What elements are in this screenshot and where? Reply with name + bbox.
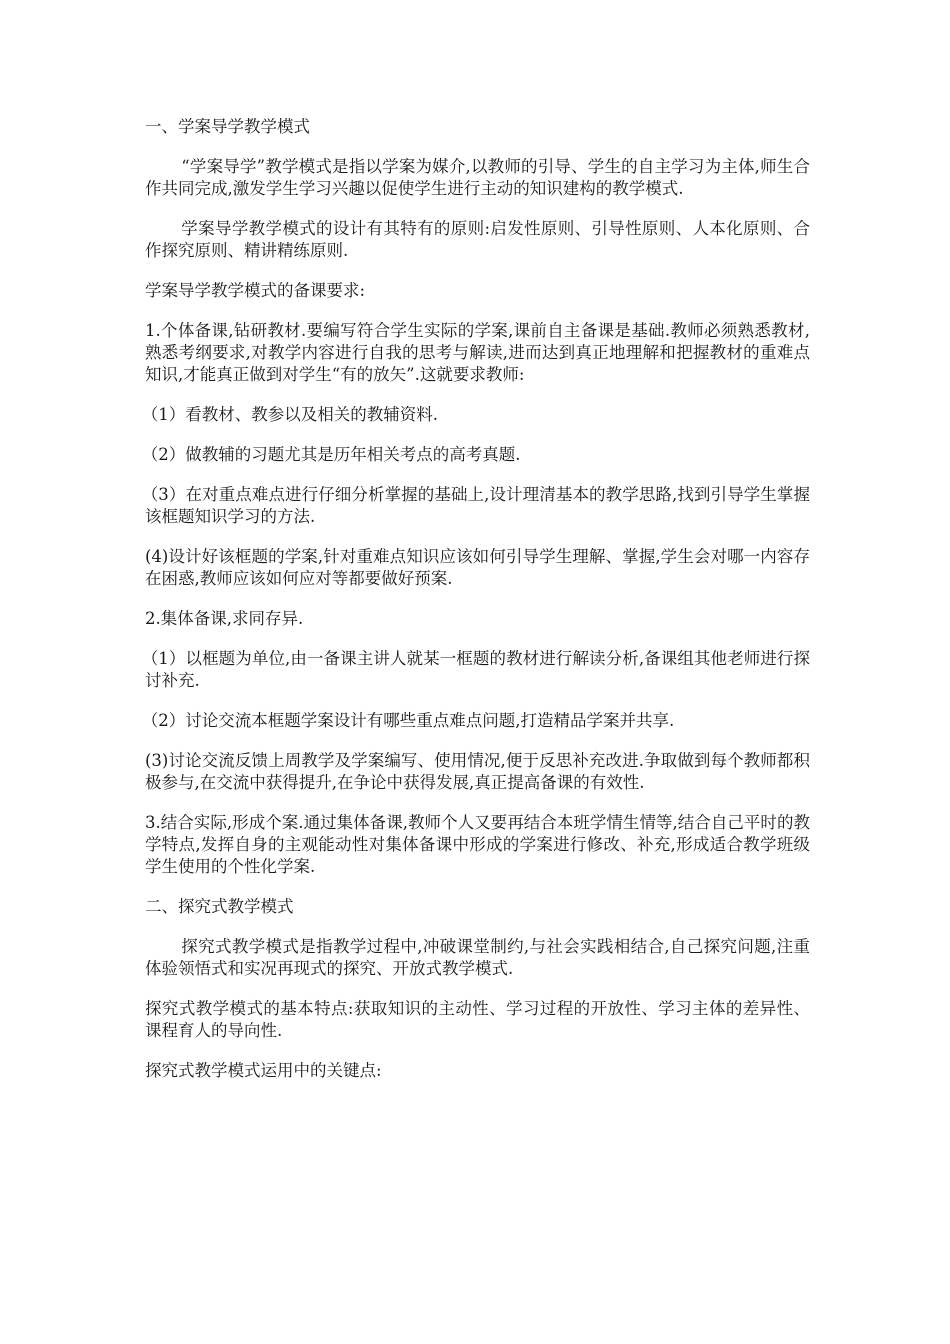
paragraph-principles: 学案导学教学模式的设计有其特有的原则:启发性原则、引导性原则、人本化原则、合作探究原则、精讲精练原则. bbox=[145, 219, 810, 260]
paragraph-subitem-1-1: （1）看教材、教参以及相关的教辅资料. bbox=[141, 405, 438, 424]
paragraph-subitem-2-3: (3)讨论交流反馈上周教学及学案编写、使用情况,便于反思补充改进.争取做到每个教师都积极参与,在交流中获得提升,在争论中获得发展,真正提高备课的有效性. bbox=[145, 751, 810, 792]
paragraph-inquiry-features: 探究式教学模式的基本特点:获取知识的主动性、学习过程的开放性、学习主体的差异性、课程育人的导向性. bbox=[145, 999, 810, 1040]
paragraph-inquiry-definition: 探究式教学模式是指教学过程中,冲破课堂制约,与社会实践相结合,自己探究问题,注重体验领悟式和实况再现式的探究、开放式教学模式. bbox=[145, 937, 810, 978]
paragraph-subitem-2-1: （1）以框题为单位,由一备课主讲人就某一框题的教材进行解读分析,备课组其他老师进行探讨补充. bbox=[141, 649, 810, 690]
paragraph-subitem-1-4: (4)设计好该框题的学案,针对重难点知识应该如何引导学生理解、掌握,学生会对哪一内容存在困惑,教师应该如何应对等都要做好预案. bbox=[145, 547, 810, 588]
paragraph-subitem-2-2: （2）讨论交流本框题学案设计有哪些重点难点问题,打造精品学案并共享. bbox=[141, 711, 675, 730]
section-heading-1: 一、学案导学教学模式 bbox=[145, 117, 310, 136]
paragraph-item-2: 2.集体备课,求同存异. bbox=[145, 609, 304, 628]
paragraph-subitem-1-2: （2）做教辅的习题尤其是历年相关考点的高考真题. bbox=[141, 445, 521, 464]
paragraph-item-1: 1.个体备课,钻研教材.要编写符合学生实际的学案,课前自主备课是基础.教师必须熟悉教材,熟悉考纲要求,对教学内容进行自我的思考与解读,进而达到真正地理解和把握教材的重难点知识,才能真正做到对学生“有的放矢”.这就要求教师: bbox=[145, 321, 810, 384]
paragraph-inquiry-keypoints: 探究式教学模式运用中的关键点: bbox=[145, 1061, 382, 1080]
paragraph-definition: “学案导学”教学模式是指以学案为媒介,以教师的引导、学生的自主学习为主体,师生合作共同完成,激发学生学习兴趣以促使学生进行主动的知识建构的教学模式. bbox=[145, 157, 810, 198]
document-page bbox=[141, 116, 810, 1100]
paragraph-subitem-1-3: （3）在对重点难点进行仔细分析掌握的基础上,设计理清基本的教学思路,找到引导学生掌握该框题知识学习的方法. bbox=[141, 485, 810, 526]
section-heading-2: 二、探究式教学模式 bbox=[145, 897, 294, 916]
paragraph-item-3: 3.结合实际,形成个案.通过集体备课,教师个人又要再结合本班学情生情等,结合自己平时的教学特点,发挥自身的主观能动性对集体备课中形成的学案进行修改、补充,形成适合教学班级学生使用的个性化学案. bbox=[145, 813, 810, 876]
paragraph-requirements-heading: 学案导学教学模式的备课要求: bbox=[145, 281, 366, 300]
